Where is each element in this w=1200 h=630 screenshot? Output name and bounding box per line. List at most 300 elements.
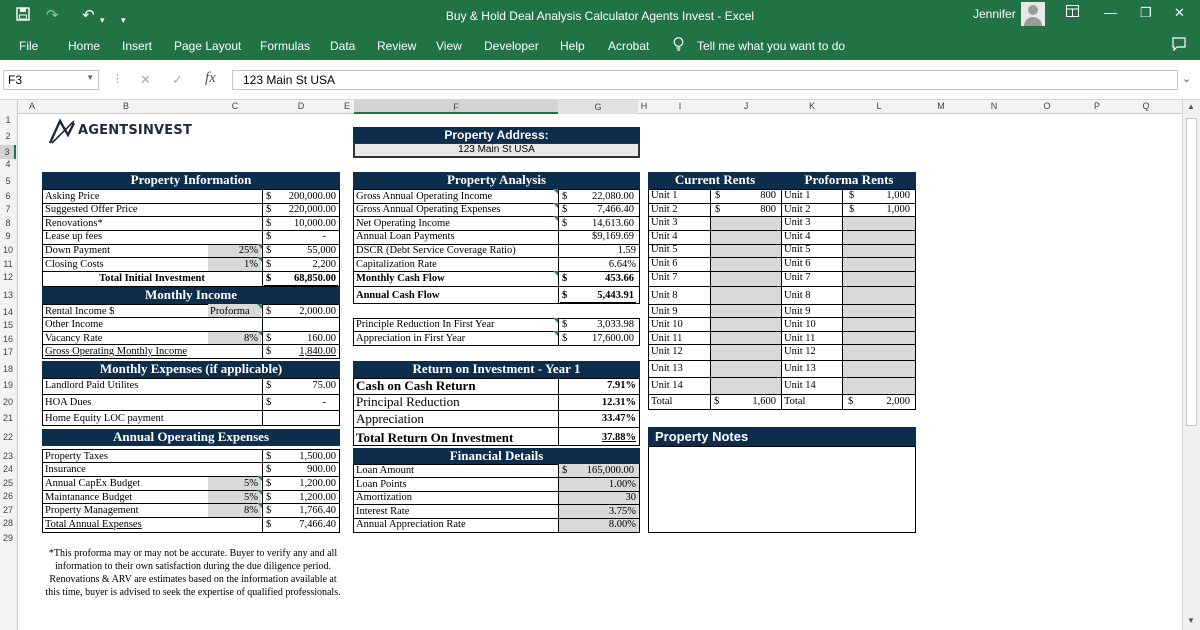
lease-fees-value[interactable]: - [322,231,326,242]
vacancy-rate-label: Vacancy Rate [45,333,103,344]
monthly-expenses-header: Monthly Expenses (if applicable) [42,361,340,378]
grid-line [42,271,340,272]
undo-icon[interactable]: ↶ [82,7,95,24]
row-header[interactable]: 28 [2,518,13,528]
row-header[interactable]: 12 [2,272,13,282]
insert-function-icon[interactable]: fx [205,70,216,86]
grid-line [353,257,640,258]
dscr-label: DSCR (Debt Service Coverage Ratio) [356,245,516,256]
proforma-rent-unit-label: Unit 12 [784,346,816,357]
col-header-c[interactable]: C [231,101,239,111]
currency-symbol: $ [562,191,568,202]
tab-home[interactable]: Home [68,39,101,53]
currency-symbol: $ [266,231,272,242]
landlord-utilities-label: Landlord Paid Utilites [45,380,139,391]
current-rent-unit-label: Unit 6 [651,258,678,269]
col-header-q[interactable]: Q [1142,101,1150,111]
appreciation-roi-label: Appreciation [356,411,424,426]
undo-dropdown-icon[interactable]: ▾ [100,15,105,25]
row-header[interactable]: 26 [2,491,13,501]
currency-symbol: $ [266,191,272,202]
proforma-rent-unit-label: Unit 11 [784,333,816,344]
currency-symbol: $ [562,465,568,476]
row-header[interactable]: 15 [2,320,13,330]
total-roi-label: Total Return On Investment [356,430,514,445]
scroll-thumb[interactable] [1186,118,1197,426]
customize-toolbar-icon[interactable]: ▾ [121,15,126,25]
insurance-value[interactable]: 900.00 [307,464,336,475]
current-rent-unit-label: Unit 2 [651,204,678,215]
proforma-rent-unit-label: Unit 8 [784,290,811,301]
rental-income-label: Rental Income $ [45,306,115,317]
capex-percent[interactable]: 5% [244,478,258,489]
grid-line [648,286,916,287]
total-annual-expenses-label: Total Annual Expenses [45,519,142,530]
property-taxes-value[interactable]: 1,500.00 [299,451,336,462]
landlord-utilities-value[interactable]: 75.00 [312,380,336,391]
total-annual-expenses-value: 7,466.40 [299,519,336,530]
grid-line [648,230,916,231]
lease-fees-label: Lease up fees [45,231,103,242]
avatar[interactable] [1021,2,1045,26]
row-header[interactable]: 13 [2,290,13,300]
rental-income-type[interactable]: Proforma [210,306,250,317]
annual-expenses-header: Annual Operating Expenses [42,429,340,446]
grid-line [648,317,916,318]
row-header[interactable]: 2 [5,131,11,141]
grid-line [558,464,559,533]
col-header-a[interactable]: A [28,101,35,111]
row-header[interactable]: 7 [5,204,11,214]
currency-symbol: $ [266,204,272,215]
row-header[interactable]: 23 [2,451,13,461]
current-rent-unit-label: Unit 13 [651,363,683,374]
current-rent-unit2-value[interactable]: 800 [760,204,776,215]
other-income-label: Other Income [45,319,104,330]
cap-rate-label: Capitalization Rate [356,259,437,270]
name-box[interactable] [3,70,99,90]
tab-page-layout[interactable]: Page Layout [174,39,242,53]
col-header-l[interactable]: L [876,101,882,111]
agentsinvest-logo [48,117,193,145]
row-header[interactable]: 29 [2,533,13,543]
cap-rate-value: 6.64% [608,259,636,270]
grid-line [558,378,559,446]
principal-reduction-roi-value: 12.31% [601,397,636,408]
currency-symbol: $ [266,519,272,530]
currency-symbol: $ [562,333,568,344]
cash-on-cash-label: Cash on Cash Return [356,378,476,393]
currency-symbol: $ [562,290,568,301]
col-header-k[interactable]: K [808,101,815,111]
title-bar [0,0,1200,32]
current-rent-unit-label: Unit 5 [651,244,678,255]
error-indicator-icon[interactable] [553,271,558,276]
currency-symbol: $ [266,346,272,357]
closing-costs-value[interactable]: 2,200 [312,259,336,270]
insurance-label: Insurance [45,464,86,475]
down-payment-percent[interactable]: 25% [238,245,258,256]
formula-bar [0,60,1200,100]
dscr-value: 1.59 [617,245,636,256]
currency-symbol: $ [266,505,272,516]
currency-symbol: $ [266,273,272,284]
grid-line [558,318,559,346]
noi-value: 14,613.60 [592,218,634,229]
scroll-down-icon[interactable]: ▼ [1187,616,1195,625]
redo-disabled-icon: ↷ [46,7,59,24]
formula-input[interactable]: 123 Main St USA [232,70,1178,90]
row-header[interactable]: 20 [2,397,13,407]
proforma-rent-total-value[interactable]: 2,000 [886,396,910,407]
current-rent-currency: $ [714,396,720,407]
down-payment-value[interactable]: 55,000 [307,245,336,256]
error-indicator-icon[interactable] [553,318,558,323]
double-underline [264,285,338,286]
scroll-up-icon[interactable]: ▲ [1187,102,1195,111]
row-header[interactable]: 19 [2,380,13,390]
proforma-rent-unit-label: Unit 1 [784,190,811,201]
user-name[interactable]: Jennifer [973,7,1016,21]
tab-acrobat[interactable]: Acrobat [608,39,650,53]
error-indicator-icon[interactable] [257,476,262,481]
name-box-dropdown-icon[interactable]: ▼ [86,73,94,82]
row-header[interactable]: 5 [5,176,11,186]
error-indicator-icon[interactable] [257,503,262,508]
grid-line [648,244,916,245]
row-header[interactable]: 18 [2,364,13,374]
currency-symbol: $ [266,245,272,256]
property-notes-header: Property Notes [648,427,916,446]
offer-price-label: Suggested Offer Price [45,204,138,215]
current-rent-unit-label: Unit 10 [651,319,683,330]
lightbulb-icon [673,37,684,54]
currency-symbol: $ [266,451,272,462]
grid-line [353,216,640,217]
proforma-rent-currency: $ [849,190,855,201]
error-indicator-icon[interactable] [257,244,262,249]
tab-formulas[interactable]: Formulas [260,39,311,53]
current-rent-unit-label: Unit 3 [651,217,678,228]
grid-line [558,189,559,304]
tell-me-search[interactable]: Tell me what you want to do [697,39,846,53]
grid-line [42,257,340,258]
grid-line [42,410,340,411]
current-rent-unit-label: Unit 14 [651,380,683,391]
tab-file[interactable]: File [19,39,39,53]
double-underline [560,302,636,303]
closing-costs-percent[interactable]: 1% [244,259,258,270]
tab-help[interactable]: Help [560,39,585,53]
vacancy-rate-percent[interactable]: 8% [244,333,258,344]
save-icon[interactable] [16,7,30,26]
asking-price-label: Asking Price [45,191,100,202]
property-management-value: 1,766.40 [299,505,336,516]
proforma-rent-input-cells [843,216,915,394]
row-header[interactable]: 17 [2,347,13,357]
row-header[interactable]: 14 [2,307,13,317]
row-header[interactable]: 16 [2,334,13,344]
vertical-scrollbar[interactable] [1182,100,1200,630]
grid-line [42,394,340,395]
grid-line [42,331,340,332]
currency-symbol: $ [266,333,272,344]
error-indicator-icon[interactable] [553,189,558,194]
current-rent-unit-label: Unit 8 [651,290,678,301]
row-header[interactable]: 22 [2,432,13,442]
principal-reduction-roi-label: Principal Reduction [356,394,460,409]
current-rent-total-label: Total [651,396,673,407]
principal-reduction-value: 3,033.98 [597,319,634,330]
row-header[interactable]: 9 [5,231,11,241]
grid-line [648,271,916,272]
col-header-n[interactable]: N [990,101,998,111]
property-address-header: Property Address: [353,127,640,143]
row-header[interactable]: 21 [2,413,13,423]
gross-income-label: Gross Operating Monthly Income [45,346,188,357]
grid-line [648,257,916,258]
current-rent-input-cells [711,216,781,394]
asking-price-value[interactable]: 200,000.00 [288,191,336,202]
down-payment-label: Down Payment [45,245,111,256]
maintenance-value: 1,200.00 [299,492,336,503]
hoa-dues-label: HOA Dues [45,397,92,408]
closing-costs-label: Closing Costs [45,259,104,270]
col-header-i[interactable]: I [678,101,682,111]
current-rents-header: Current Rents [648,172,782,189]
col-header-h[interactable]: H [640,101,648,111]
current-rent-unit-label: Unit 12 [651,346,683,357]
row-header[interactable]: 25 [2,478,13,488]
cash-on-cash-value: 7.91% [607,380,636,391]
tab-view[interactable]: View [436,39,462,53]
row-headers [0,114,18,630]
column-headers [0,100,1182,114]
currency-symbol: $ [266,464,272,475]
error-indicator-icon[interactable] [553,203,558,208]
error-indicator-icon[interactable] [257,304,262,309]
proforma-rent-unit-label: Unit 5 [784,244,811,255]
row-header[interactable]: 27 [2,505,13,515]
property-notes-input[interactable] [648,446,916,533]
property-taxes-label: Property Taxes [45,451,108,462]
row-header-selected[interactable]: 3 [0,145,16,159]
proforma-rent-unit-label: Unit 9 [784,306,811,317]
currency-symbol: $ [562,273,568,284]
monthly-income-header: Monthly Income [42,287,340,304]
tab-data[interactable]: Data [330,39,356,53]
proforma-rent-unit-label: Unit 10 [784,319,816,330]
proforma-rent-unit-label: Unit 7 [784,272,811,283]
gross-annual-expenses-value: 7,466.40 [597,204,634,215]
grid-line [42,517,340,518]
grid-line [648,377,916,378]
currency-symbol: $ [266,380,272,391]
appreciation-rate-value[interactable]: 8.00% [608,519,636,530]
hoa-dues-value[interactable]: - [322,397,326,408]
logo-mark-icon [48,117,76,145]
property-analysis-header: Property Analysis [353,172,640,189]
logo-text: AGENTSINVEST [78,123,193,138]
col-header-p[interactable]: P [1093,101,1100,111]
confirm-entry-icon[interactable]: ✓ [172,72,183,87]
loan-points-value[interactable]: 1.00% [608,479,636,490]
appreciation-rate-label: Annual Appreciation Rate [356,519,466,530]
proforma-rents-header: Proforma Rents [782,172,916,189]
window-title: Buy & Hold Deal Analysis Calculator Agents Invest - Excel [445,9,755,23]
formula-bar-handle-icon[interactable]: ⋮ [112,73,123,85]
proforma-rent-unit1-value[interactable]: 1,000 [886,190,910,201]
monthly-cash-flow-label: Monthly Cash Flow [356,273,445,284]
proforma-rent-currency: $ [848,396,854,407]
grid-line [648,394,916,395]
maintenance-percent[interactable]: 5% [244,492,258,503]
gross-annual-income-value: 22,080.00 [592,191,634,202]
grid-line [42,216,340,217]
grid-line [648,344,916,345]
proforma-rent-unit-label: Unit 6 [784,258,811,269]
proforma-rent-unit-label: Unit 4 [784,231,811,242]
col-header-m[interactable]: M [937,101,945,111]
interest-rate-value[interactable]: 3.75% [608,506,636,517]
rental-income-value[interactable]: 2,000.00 [299,306,336,317]
amortization-label: Amortization [356,492,412,503]
total-investment-label: Total Initial Investment [99,273,205,284]
current-rent-unit-label: Unit 11 [651,333,683,344]
grid-line [353,477,640,478]
row-header[interactable]: 6 [5,191,11,201]
proforma-rent-currency: $ [849,204,855,215]
gross-income-value: 1,840.00 [299,346,336,357]
currency-symbol: $ [266,397,272,408]
col-header-j[interactable]: J [743,101,749,111]
interest-rate-label: Interest Rate [356,506,410,517]
select-all-corner[interactable] [0,100,18,114]
error-indicator-icon[interactable] [553,331,558,336]
comment-icon[interactable] [1172,37,1186,54]
annual-cash-flow-label: Annual Cash Flow [356,290,440,301]
offer-price-value[interactable]: 220,000.00 [288,204,336,215]
cancel-entry-icon[interactable]: ✕ [140,72,151,87]
monthly-cash-flow-value: 453.66 [605,273,634,284]
current-rent-unit-label: Unit 7 [651,272,678,283]
currency-symbol: $ [266,259,272,270]
currency-symbol: $ [266,218,272,229]
amortization-value[interactable]: 30 [625,492,636,503]
grid-line [353,271,640,272]
loan-amount-label: Loan Amount [356,465,415,476]
appreciation-roi-value: 33.47% [601,413,636,424]
name-box-value: F3 [8,73,23,87]
total-roi-value: 37.88% [601,432,636,443]
currency-symbol: $ [562,319,568,330]
grid-line [648,216,916,217]
property-address-value[interactable]: 123 Main St USA [353,143,640,158]
grid-line [648,360,916,361]
proforma-rent-unit-label: Unit 2 [784,204,811,215]
annual-cash-flow-value: 5,443.91 [597,290,634,301]
noi-label: Net Operating Income [356,218,450,229]
tab-developer[interactable]: Developer [484,39,539,53]
restore-icon[interactable]: ❐ [1140,5,1152,20]
minimize-icon[interactable]: — [1104,5,1117,20]
current-rent-currency: $ [715,204,721,215]
close-icon[interactable]: ✕ [1174,5,1185,20]
row-header[interactable]: 24 [2,464,13,474]
col-header-o[interactable]: O [1043,101,1051,111]
disclaimer-note: *This proforma may or may not be accurate. Buyer to verify any and all information to their own satisfaction during the due diligence period. Renovations & ARV are estimates based on the information available at this time, buyer is advised to seek the expertise of qualified professionals. [45,548,341,598]
row-header[interactable]: 1 [5,115,11,125]
col-header-g[interactable]: G [558,100,638,114]
property-management-label: Property Management [45,505,139,516]
tab-insert[interactable]: Insert [122,39,153,53]
ribbon-display-icon[interactable] [1066,5,1079,21]
row-header[interactable]: 10 [2,245,13,255]
appreciation-first-year-label: Appreciation in First Year [356,333,466,344]
vacancy-value: 160.00 [307,333,336,344]
col-header-d[interactable]: D [297,101,305,111]
total-investment-value: 68,850.00 [294,273,336,284]
renovations-value[interactable]: 10,000.00 [294,218,336,229]
property-management-percent[interactable]: 8% [244,505,258,516]
grid-line [42,490,340,491]
row-header[interactable]: 4 [5,159,11,169]
heloc-payment-label: Home Equity LOC payment [45,413,164,424]
error-indicator-icon[interactable] [257,490,262,495]
currency-symbol: $ [266,478,272,489]
gross-annual-expenses-label: Gross Annual Operating Expenses [356,204,501,215]
current-rent-unit1-value[interactable]: 800 [760,190,776,201]
annual-loan-payments-value: $9,169.69 [592,231,634,242]
proforma-rent-unit-label: Unit 14 [784,380,816,391]
capex-value: 1,200.00 [299,478,336,489]
expand-formula-bar-icon[interactable]: ⌄ [1182,73,1192,85]
gross-annual-income-label: Gross Annual Operating Income [356,191,493,202]
financial-details-header: Financial Details [353,448,640,464]
grid-line [648,331,916,332]
currency-symbol: $ [266,492,272,503]
maintenance-budget-label: Maintanance Budget [45,492,133,503]
grid-line [42,476,340,477]
proforma-rent-unit-label: Unit 13 [784,363,816,374]
tab-review[interactable]: Review [377,39,417,53]
currency-symbol: $ [562,218,568,229]
renovations-label: Renovations* [45,218,103,229]
grid-line [262,378,263,426]
error-indicator-icon[interactable] [553,216,558,221]
proforma-rent-unit2-value[interactable]: 1,000 [886,204,910,215]
col-header-e[interactable]: E [343,101,350,111]
annual-loan-payments-label: Annual Loan Payments [356,231,455,242]
capex-budget-label: Annual CapEx Budget [45,478,141,489]
grid-line [353,427,640,428]
proforma-rent-total-label: Total [784,396,806,407]
current-rent-total-value[interactable]: 1,600 [752,396,776,407]
loan-amount-value[interactable]: 165,000.00 [586,465,634,476]
col-header-f[interactable]: F [354,100,558,114]
error-indicator-icon[interactable] [257,331,262,336]
current-rent-unit-label: Unit 9 [651,306,678,317]
current-rent-unit-label: Unit 1 [651,190,678,201]
loan-points-label: Loan Points [356,479,407,490]
row-header[interactable]: 11 [3,259,13,269]
currency-symbol: $ [266,306,272,317]
row-header[interactable]: 8 [5,218,11,228]
grid-line [353,331,640,332]
ribbon [0,32,1200,60]
error-indicator-icon[interactable] [257,257,262,262]
col-header-b[interactable]: B [122,101,129,111]
